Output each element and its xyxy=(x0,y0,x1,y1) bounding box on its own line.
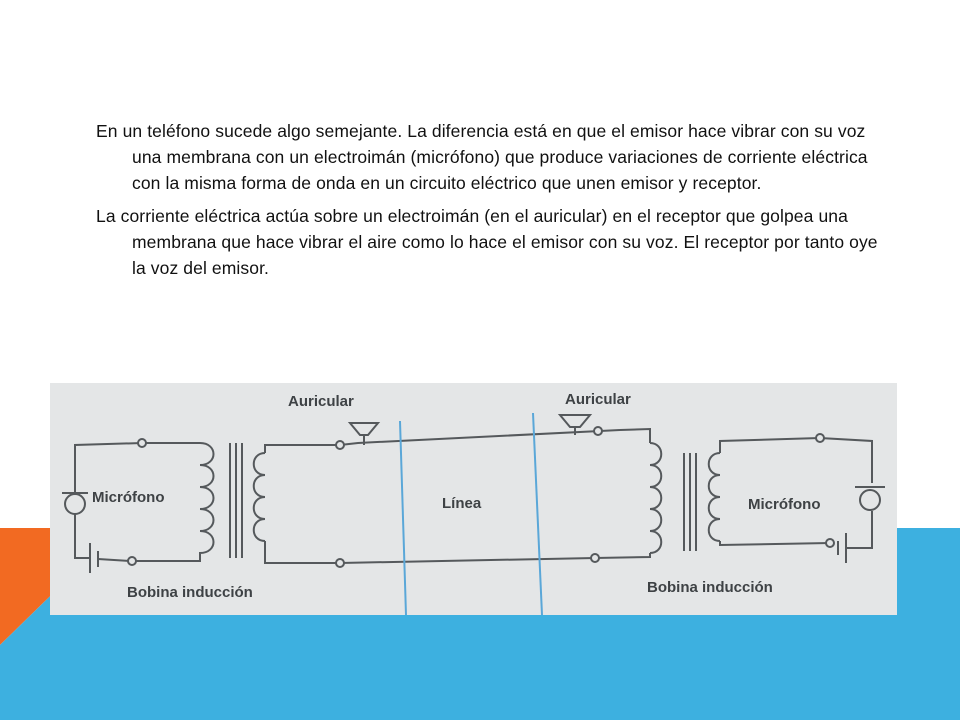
telephone-circuit-diagram xyxy=(50,383,897,615)
left-microphone-symbol xyxy=(65,494,85,514)
line-boundary-left xyxy=(400,421,406,615)
right-primary-coil xyxy=(709,453,720,541)
line-wire-top xyxy=(340,430,620,445)
slide-body-text xyxy=(96,118,896,288)
left-earpiece-symbol xyxy=(350,423,378,435)
left-mic-wire-bottom xyxy=(75,513,90,558)
right-secondary-coil xyxy=(650,443,661,553)
linea-label: Línea xyxy=(442,495,482,512)
right-earpiece-symbol xyxy=(560,415,590,427)
auricular-left-label: Auricular xyxy=(288,393,354,410)
microfono-right-label: Micrófono xyxy=(748,496,821,513)
line-wire-bottom xyxy=(340,558,595,563)
paragraph-1: En un teléfono sucede algo semejante. La diferencia está en que el emisor hace vibrar con su voz una membrana con un electroimán (micrófono) que produce variaciones de corriente eléctrica con la misma forma de onda en un circuito eléctrico que unen emisor y receptor. xyxy=(96,121,868,193)
paragraph-2: La corriente eléctrica actúa sobre un electroimán (en el auricular) en el receptor que golpea una membrana que hace vibrar el aire como lo hace el emisor con su voz. El receptor por tanto oye la voz del emisor. xyxy=(96,206,878,278)
bobina-left-label: Bobina inducción xyxy=(127,584,253,601)
microfono-left-label: Micrófono xyxy=(92,489,165,506)
auricular-right-label: Auricular xyxy=(565,391,631,408)
line-boundary-right xyxy=(533,413,542,615)
left-mic-wire xyxy=(75,443,142,493)
bobina-right-label: Bobina inducción xyxy=(647,579,773,596)
left-battery xyxy=(90,543,98,573)
right-battery xyxy=(838,533,846,563)
left-secondary-coil xyxy=(254,453,265,541)
right-microphone-symbol xyxy=(860,490,880,510)
